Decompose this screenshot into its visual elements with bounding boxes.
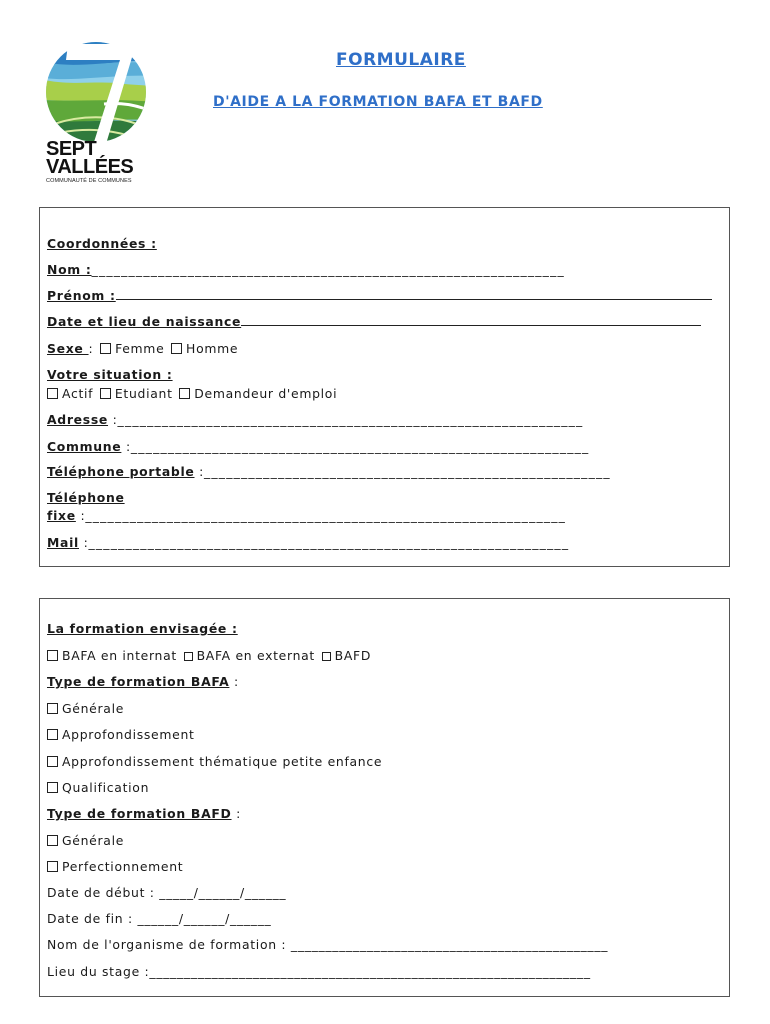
- logo-line1: SEPT: [46, 138, 97, 160]
- generale-bafd-checkbox[interactable]: [47, 835, 58, 846]
- commune-label: Commune: [47, 439, 122, 454]
- formation-options: [47, 648, 371, 663]
- bafa-internat-checkbox[interactable]: [47, 650, 58, 661]
- perfectionnement-checkbox[interactable]: [47, 861, 58, 872]
- prenom-label: Prénom :: [47, 288, 116, 303]
- type-bafd-heading: Type de formation BAFD :: [47, 806, 242, 821]
- coordonnees-heading: Coordonnées :: [47, 236, 157, 251]
- bafa-internat-label: BAFA en internat: [62, 648, 177, 663]
- qualification-option: Qualification: [47, 780, 149, 795]
- naissance-label: Date et lieu de naissance: [47, 314, 242, 329]
- coordonnees-section: [39, 207, 730, 567]
- type-bafa-heading: Type de formation BAFA :: [47, 674, 239, 689]
- form-subtitle: D'AIDE A LA FORMATION BAFA ET BAFD: [213, 94, 543, 110]
- prenom-field[interactable]: [47, 288, 712, 303]
- tel-fixe-label-line1: Téléphone: [47, 490, 125, 505]
- demandeur-checkbox[interactable]: [179, 388, 190, 399]
- femme-label: Femme: [115, 341, 165, 356]
- logo-line2: VALLÉES: [46, 156, 134, 178]
- bafa-externat-checkbox[interactable]: [184, 652, 193, 661]
- approf-thematique-option: Approfondissement thématique petite enfance: [47, 754, 382, 769]
- naissance-field[interactable]: [47, 314, 701, 329]
- femme-checkbox[interactable]: [100, 343, 111, 354]
- tel-fixe-label: fixe: [47, 508, 76, 523]
- date-fin-field[interactable]: Date de fin : ______/______/______: [47, 911, 272, 926]
- formation-heading: La formation envisagée :: [47, 621, 238, 636]
- situation-heading: Votre situation :: [47, 367, 173, 382]
- qualification-checkbox[interactable]: [47, 782, 58, 793]
- organisme-field[interactable]: Nom de l'organisme de formation : ______________________________________________: [47, 937, 609, 952]
- homme-checkbox[interactable]: [171, 343, 182, 354]
- etudiant-checkbox[interactable]: [100, 388, 111, 399]
- actif-label: Actif: [62, 386, 94, 401]
- sexe-label: Sexe: [47, 341, 89, 356]
- actif-checkbox[interactable]: [47, 388, 58, 399]
- lieu-stage-field[interactable]: Lieu du stage :________________________________________________________________: [47, 964, 591, 979]
- formation-section: [39, 598, 730, 997]
- approfondissement-option: Approfondissement: [47, 727, 195, 742]
- mail-field[interactable]: Mail :_________________________________________________________________: [47, 535, 570, 550]
- etudiant-label: Etudiant: [114, 386, 173, 401]
- approf-thematique-checkbox[interactable]: [47, 756, 58, 767]
- generale-option: Générale: [47, 701, 124, 716]
- nom-field[interactable]: Nom :________________________________________________________________: [47, 262, 565, 277]
- perfectionnement-option: Perfectionnement: [47, 859, 183, 874]
- generale-bafd-option: Générale: [47, 833, 124, 848]
- nom-label: Nom :: [47, 262, 92, 277]
- adresse-label: Adresse: [47, 412, 109, 427]
- bafd-label: BAFD: [334, 648, 372, 663]
- tel-portable-label: Téléphone portable: [47, 464, 195, 479]
- tel-portable-field[interactable]: Téléphone portable :_______________________________________________________: [47, 464, 611, 479]
- date-debut-field[interactable]: Date de début : _____/______/______: [47, 885, 287, 900]
- generale-checkbox[interactable]: [47, 703, 58, 714]
- demandeur-label: Demandeur d'emploi: [194, 386, 338, 401]
- sexe-field: Sexe : Femme Homme: [47, 341, 239, 356]
- mail-label: Mail: [47, 535, 79, 550]
- commune-field[interactable]: Commune :______________________________________________________________: [47, 439, 590, 454]
- approfondissement-checkbox[interactable]: [47, 729, 58, 740]
- logo-subtitle: COMMUNAUTÉ DE COMMUNES: [46, 178, 132, 184]
- bafa-externat-label: BAFA en externat: [196, 648, 315, 663]
- logo-wordmark: [46, 140, 133, 184]
- bafd-checkbox[interactable]: [322, 652, 331, 661]
- adresse-field[interactable]: Adresse :_______________________________________________________________: [47, 412, 584, 427]
- homme-label: Homme: [186, 341, 239, 356]
- situation-options: [47, 386, 337, 401]
- form-title: FORMULAIRE: [336, 50, 466, 70]
- tel-fixe-field[interactable]: fixe :_________________________________________________________________: [47, 508, 567, 523]
